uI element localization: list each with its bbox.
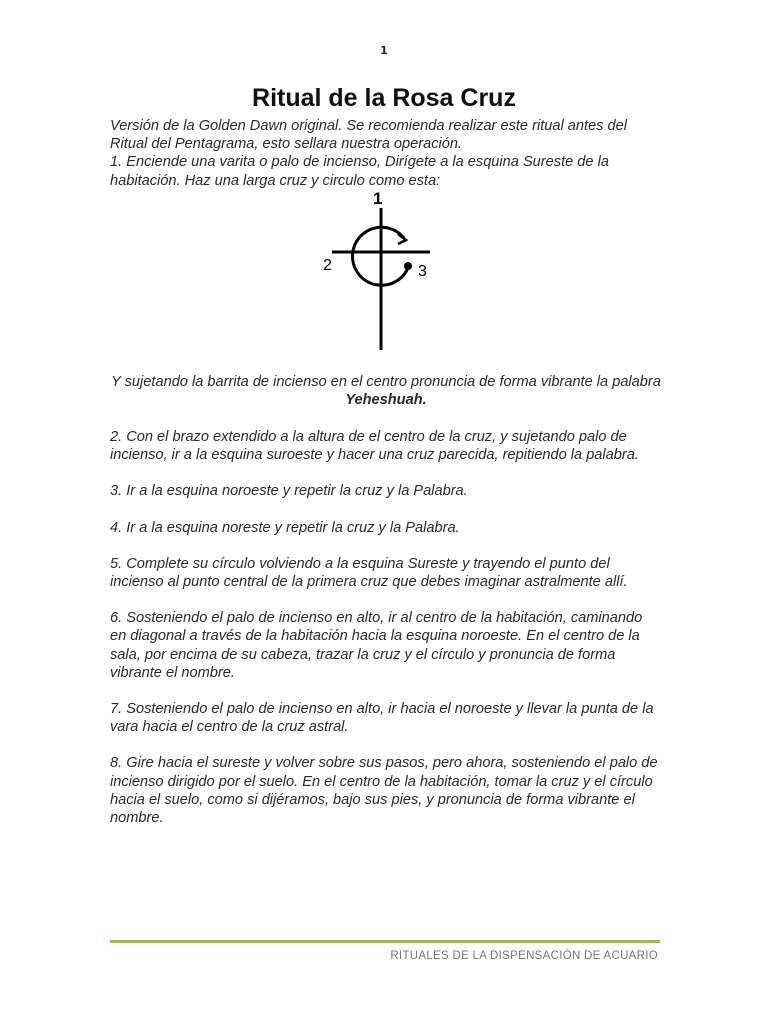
intro-section — [110, 117, 662, 190]
arrowhead-icon — [398, 234, 406, 244]
figure-label-1: 1 — [373, 189, 383, 208]
page-number: 1 — [380, 44, 388, 57]
intro-paragraph: Versión de la Golden Dawn original. Se recomienda realizar este ritual antes del Ritual del Pentagrama, esto sellara nuestra operación. — [110, 118, 628, 153]
rose-cross-diagram — [318, 188, 438, 356]
step-paragraph: 5. Complete su círculo volviendo a la esquina Sureste y trayendo el punto del incienso al punto central de la primera cruz que debes imaginar astralmente allí. — [110, 555, 628, 591]
figure-label-3: 3 — [418, 263, 427, 280]
figure-caption — [110, 373, 662, 409]
step-paragraph: 8. Gire hacia el sureste y volver sobre sus pasos, pero ahora, sosteniendo el palo de incienso dirigido por el suelo. En el centro de la habitación, tomar la cruz y el círculo hacia el suelo, como si dijéramos, bajo sus pies, y pronuncia de forma vibrante el nombre. — [110, 755, 658, 827]
step-paragraph: 7. Sosteniendo el palo de incienso en alto, ir hacia el noroeste y llevar la punta de la vara hacia el centro de la cruz astral. — [110, 701, 654, 736]
page-title: Ritual de la Rosa Cruz — [252, 84, 516, 112]
end-dot — [404, 262, 412, 270]
steps-list — [110, 428, 662, 845]
step-paragraph: 3. Ir a la esquina noroeste y repetir la cruz y la Palabra. — [110, 483, 468, 500]
step-1-paragraph: 1. Enciende una varita o palo de incienso, Dirígete a la esquina Sureste de la habitación. Haz una larga cruz y circulo como esta: — [110, 154, 609, 189]
step-paragraph: 4. Ir a la esquina noreste y repetir la cruz y la Palabra. — [110, 519, 460, 536]
caption-word: Yeheshuah. — [345, 392, 427, 409]
footer-title: RITUALES DE LA DISPENSACIÓN DE ACUARIO — [390, 950, 658, 962]
figure-label-2: 2 — [323, 257, 332, 274]
footer-divider — [110, 940, 660, 943]
caption-text: Y sujetando la barrita de incienso en el centro pronuncia de forma vibrante la palabra — [111, 374, 661, 390]
step-paragraph: 2. Con el brazo extendido a la altura de el centro de la cruz, y sujetando palo de incienso, ir a la esquina suroeste y hacer una cruz parecida, repitiendo la palabra. — [110, 429, 639, 464]
step-paragraph: 6. Sosteniendo el palo de incienso en alto, ir al centro de la habitación, caminando en diagonal a través de la habitación hacia la esquina noroeste. En el centro de la sala, por encima de su cabeza, trazar la cruz y el círculo y pronuncia de forma vibrante el nombre. — [110, 610, 643, 681]
